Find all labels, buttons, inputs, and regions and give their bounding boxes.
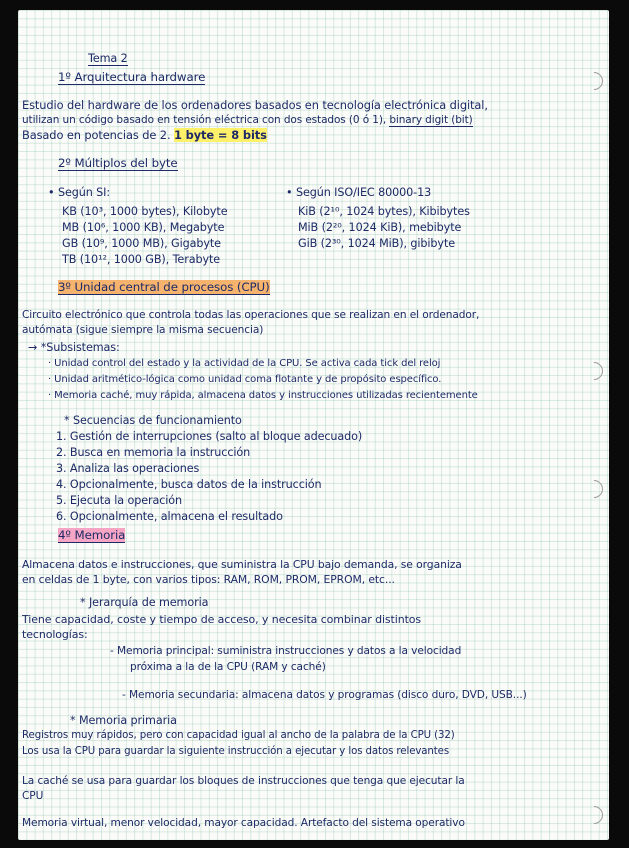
si-list-item: TB (10¹², 1000 GB), Terabyte	[62, 253, 221, 266]
iso-list-item: GiB (2³⁰, 1024 MiB), gibibyte	[298, 237, 456, 250]
virtual-memory-text: Memoria virtual, menor velocidad, mayor capacidad. Artefacto del sistema operativo	[22, 817, 465, 829]
notebook-page	[18, 10, 609, 840]
primary-memory-label: * Memoria primaria	[70, 714, 177, 727]
sequence-item: 6. Opcionalmente, almacena el resultado	[56, 510, 283, 523]
binder-ring-icon	[581, 802, 606, 827]
page-title: Tema 2	[88, 52, 128, 65]
binder-ring-icon	[581, 358, 606, 383]
section-1-text: Basado en potencias de 2. 1 byte = 8 bits	[22, 128, 267, 142]
hierarchy-label: * Jerarquía de memoria	[80, 596, 209, 609]
sequences-label: * Secuencias de funcionamiento	[64, 414, 242, 427]
section-3-heading: 3º Unidad central de procesos (CPU)	[58, 280, 270, 294]
section-1-heading: 1º Arquitectura hardware	[58, 70, 206, 84]
si-list-item: GB (10⁹, 1000 MB), Gigabyte	[62, 237, 221, 250]
binder-ring-icon	[581, 68, 606, 93]
primary-memory-text: Los usa la CPU para guardar la siguiente instrucción a ejecutar y los datos relevantes	[22, 746, 450, 757]
subsystems-item: · Unidad aritmético-lógica como unidad coma flotante y de propósito específico.	[48, 374, 442, 385]
section-3-text: autómata (sigue siempre la misma secuencia)	[22, 324, 264, 336]
sequence-item: 2. Busca en memoria la instrucción	[56, 446, 251, 459]
sequence-item: 1. Gestión de interrupciones (salto al bloque adecuado)	[56, 430, 363, 443]
iso-list-item: MiB (2²⁰, 1024 KiB), mebibyte	[298, 221, 462, 234]
section-3-text: Circuito electrónico que controla todas las operaciones que se realizan en el ordenador,	[22, 309, 480, 321]
section-1-text: Estudio del hardware de los ordenadores basados en tecnología electrónica digital,	[22, 98, 488, 112]
main-memory-item: - Memoria principal: suministra instrucciones y datos a la velocidad	[110, 645, 462, 657]
sequence-item: 3. Analiza las operaciones	[56, 462, 200, 475]
binder-ring-icon	[581, 476, 606, 501]
hierarchy-text: Tiene capacidad, coste y tiempo de acceso, y necesita combinar distintos	[22, 613, 422, 626]
main-memory-item: próxima a la de la CPU (RAM y caché)	[130, 661, 326, 673]
primary-memory-text: Registros muy rápidos, pero con capacidad igual al ancho de la palabra de la CPU (32)	[22, 730, 455, 741]
subsystems-label: → *Subsistemas:	[28, 341, 120, 354]
section-4-heading: 4º Memoria	[58, 528, 126, 542]
section-4-text: en celdas de 1 byte, con varios tipos: RAM, ROM, PROM, EPROM, etc...	[22, 573, 395, 586]
subsystems-item: · Unidad control del estado y la actividad de la CPU. Se activa cada tick del reloj	[48, 358, 441, 369]
cache-text: La caché se usa para guardar los bloques de instrucciones que tenga que ejecutar la	[22, 775, 465, 787]
si-list-item: KB (10³, 1000 bytes), Kilobyte	[62, 205, 228, 218]
cache-text: CPU	[22, 790, 44, 802]
subsystems-item: · Memoria caché, muy rápida, almacena datos y instrucciones utilizadas recientemente	[48, 390, 478, 401]
secondary-memory-item: - Memoria secundaria: almacena datos y programas (disco duro, DVD, USB...)	[122, 689, 527, 701]
iso-list-item: KiB (2¹⁰, 1024 bytes), Kibibytes	[298, 205, 470, 218]
sequence-item: 5. Ejecuta la operación	[56, 494, 183, 507]
section-1-text: utilizan un código basado en tensión eléctrica con dos estados (0 ó 1), binary digit (bit)	[22, 114, 473, 126]
si-label: • Según SI:	[48, 186, 111, 199]
hierarchy-text: tecnologías:	[22, 628, 88, 641]
iso-label: • Según ISO/IEC 80000-13	[286, 186, 432, 199]
section-4-text: Almacena datos e instrucciones, que suministra la CPU bajo demanda, se organiza	[22, 558, 462, 571]
section-2-heading: 2º Múltiplos del byte	[58, 156, 178, 170]
sequence-item: 4. Opcionalmente, busca datos de la instrucción	[56, 478, 322, 491]
si-list-item: MB (10⁶, 1000 KB), Megabyte	[62, 221, 225, 234]
